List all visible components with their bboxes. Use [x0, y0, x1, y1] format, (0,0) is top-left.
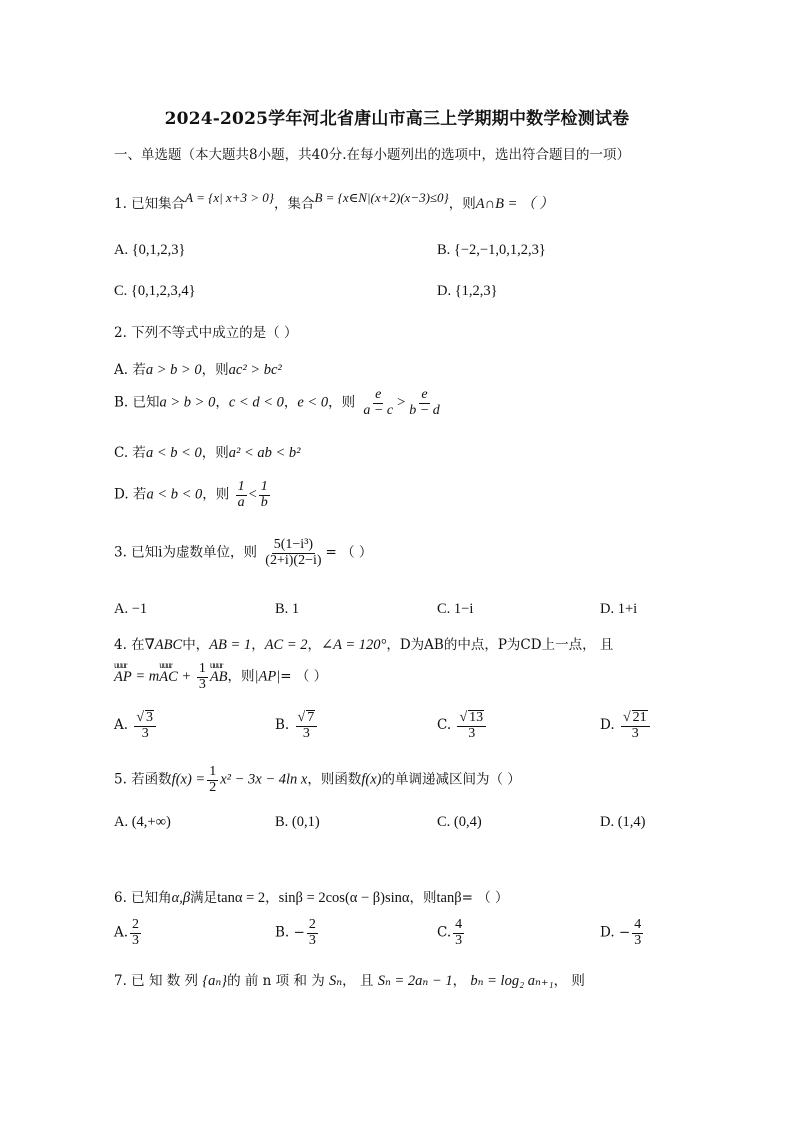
q3-tail: = （ ）	[325, 544, 373, 561]
q1-option-c[interactable]: C. {0,1,2,3,4}	[114, 283, 196, 299]
q3-option-b[interactable]: B. 1	[275, 601, 300, 617]
q1-set-a: A = {x| x+3 > 0}	[185, 190, 274, 205]
q4-text: 4. 在	[114, 637, 145, 653]
q6-option-b[interactable]: B. − $\frac{2}{3}$	[275, 917, 316, 948]
q5-function: f(x)	[361, 771, 382, 788]
q5-stem: 5. 若函数f(x) = $\frac{1}{2}$ x² − 3x − 4ln x，则函数f(x)的单调递减区间为（ ）	[114, 764, 521, 795]
q6-d-fraction: $\frac{4}{3}$	[634, 917, 642, 948]
q2-option-b[interactable]	[114, 388, 444, 418]
q4-stem-line-2	[114, 662, 327, 692]
q2-c-math: a < b < 0	[145, 445, 202, 461]
q7-math: Sₙ = 2aₙ − 1	[377, 973, 453, 989]
q4-option-d[interactable]: D. √ $\frac{21}{3}$	[600, 710, 652, 741]
q4-vector-ab: uuur AB	[210, 669, 228, 686]
q5-function-rest: x² − 3x − 4ln x	[220, 771, 308, 788]
q2-b-math: c < d < 0	[228, 394, 284, 411]
q2-b-math: a > b > 0	[159, 394, 216, 411]
q4-option-b[interactable]: B. √ $\frac{7}{3}$	[275, 710, 319, 741]
q7-math: {aₙ}	[202, 973, 228, 989]
q2-stem: 2. 下列不等式中成立的是（ ）	[114, 325, 298, 341]
q4-text: ，则	[227, 668, 255, 685]
q2-c-text: ，则	[201, 445, 229, 461]
q6-a-fraction: $\frac{2}{3}$	[132, 917, 140, 948]
q2-d-lt: <	[248, 486, 257, 503]
q2-b-text: ，	[215, 394, 229, 411]
q1-text: 1. 已知集合	[114, 196, 186, 212]
q2-c-text: C. 若	[114, 445, 146, 461]
q6-math: tanβ	[436, 890, 462, 906]
q4-vector-ap: uuur AP	[114, 669, 132, 686]
q4-math: = m	[131, 668, 160, 685]
q7-math: Sₙ	[329, 973, 343, 989]
q6-option-c[interactable]: C. $\frac{4}{3}$	[437, 917, 463, 948]
q1-option-a[interactable]: A. {0,1,2,3}	[114, 242, 186, 258]
q5-option-b[interactable]: B. (0,1)	[275, 814, 320, 830]
q1-text: ，集合	[273, 196, 315, 212]
q4-c-fraction: √ $\frac{13}{3}$	[457, 710, 486, 741]
q1-set-b: B = {x∈N|(x+2)(x−3)≤0}	[314, 190, 449, 205]
q2-option-d[interactable]	[114, 480, 272, 510]
q2-b-text: B. 已知	[114, 394, 160, 411]
q2-option-c[interactable]	[114, 441, 301, 462]
q2-b-fraction-1: $\frac{e}{a - c}$	[363, 387, 394, 418]
q6-option-d[interactable]: D. − $\frac{4}{3}$	[600, 917, 642, 948]
q4-math: AB = 1	[209, 637, 252, 653]
q1-option-b[interactable]: B. {−2,−1,0,1,2,3}	[437, 242, 546, 258]
q1-text: ，则	[448, 196, 476, 212]
q6-math: α,β	[171, 890, 191, 906]
q6-c-fraction: $\frac{4}{3}$	[455, 917, 463, 948]
q2-d-fraction-2: $\frac{1}{b}$	[260, 479, 268, 510]
q2-d-math: a < b < 0	[146, 486, 203, 503]
q2-b-text: ，则	[328, 394, 356, 411]
q3-option-a[interactable]: A. −1	[114, 601, 148, 617]
q2-b-fraction-2: $\frac{e}{b - d}$	[409, 387, 440, 418]
q2-d-fraction-1: $\frac{1}{a}$	[237, 479, 245, 510]
q4-fraction: $\frac{1}{3}$	[198, 661, 206, 692]
q5-option-c[interactable]: C. (0,4)	[437, 814, 482, 830]
q6-b-fraction: $\frac{2}{3}$	[308, 917, 316, 948]
q4-option-a[interactable]: A. √ $\frac{3}{3}$	[114, 710, 158, 741]
q4-math: ∠A = 120°	[321, 637, 387, 653]
q3-fraction: $\frac{\text{5(1−i³)}}{(2+i)(2-i)}$	[265, 537, 322, 568]
q2-a-math: ac² > bc²	[228, 362, 282, 378]
q4-b-fraction: √ $\frac{7}{3}$	[296, 710, 318, 741]
q4-triangle: ∇ABC	[144, 637, 183, 653]
section-heading: 一、单选题（本大题共8小题，共40分.在每小题列出的选项中，选出符合题目的一项）	[114, 147, 631, 163]
q1-option-d[interactable]: D. {1,2,3}	[437, 283, 498, 299]
q6-stem: 6. 已知角α,β满足tanα = 2，sinβ = 2cos(α − β)sinα，则tanβ= （ ）	[114, 890, 509, 906]
q4-math: AC = 2	[264, 637, 308, 653]
q5-fraction: $\frac{1}{2}$	[209, 764, 217, 795]
q5-option-a[interactable]: A. (4,+∞)	[114, 814, 171, 830]
q1-expression: A∩B = （ ）	[475, 196, 554, 212]
q4-vector-ac: uuur AC	[159, 669, 178, 686]
q4-text: ，	[251, 637, 265, 653]
q4-d-fraction: √ $\frac{21}{3}$	[621, 710, 650, 741]
q2-option-a[interactable]	[114, 358, 282, 379]
q7-stem: 7. 已 知 数 列 {aₙ}的 前 n 项 和 为 Sₙ， 且 Sₙ = 2aₙ − 1， bₙ = log₂ aₙ₊₁， 则	[114, 973, 585, 989]
q2-a-math: a > b > 0	[145, 362, 202, 378]
q4-text: 中，	[182, 637, 210, 653]
q2-a-text: ，则	[201, 362, 229, 378]
q4-abs-ap: |AP|	[254, 668, 281, 685]
q2-c-math: a² < ab < b²	[228, 445, 301, 461]
q2-d-text: D. 若	[114, 486, 147, 503]
q2-b-text: ，	[283, 394, 298, 411]
q1-stem	[114, 192, 554, 213]
q2-a-text: A. 若	[114, 362, 146, 378]
q6-math: tanα = 2	[217, 890, 266, 906]
q5-function: f(x) =	[171, 771, 206, 788]
exam-title: 2024-2025学年河北省唐山市高三上学期期中数学检测试卷	[164, 109, 630, 129]
q4-text: ，D为AB的中点，P为CD上一点， 且	[386, 637, 614, 653]
q4-tail: = （ ）	[280, 668, 328, 685]
q6-math: sinβ = 2cos(α − β)sinα	[278, 890, 410, 906]
q2-b-gt: >	[397, 394, 406, 411]
q5-option-d[interactable]: D. (1,4)	[600, 814, 646, 830]
q2-d-text: ，则	[202, 486, 230, 503]
q6-option-a[interactable]: A. $\frac{2}{3}$	[114, 917, 140, 948]
q7-math: bₙ = log₂ aₙ₊₁	[470, 973, 554, 989]
q4-a-fraction: √ $\frac{3}{3}$	[134, 710, 156, 741]
q2-b-math: e < 0	[297, 394, 329, 411]
q4-stem-line-1	[114, 633, 613, 654]
q4-option-c[interactable]: C. √ $\frac{13}{3}$	[437, 710, 488, 741]
q3-text: 3. 已知i为虚数单位，则	[114, 544, 257, 561]
q3-option-d[interactable]: D. 1+i	[600, 601, 638, 617]
q3-option-c[interactable]: C. 1−i	[437, 601, 474, 617]
q4-text: ，	[307, 637, 322, 653]
q3-stem	[114, 538, 372, 568]
q4-math: +	[177, 668, 195, 685]
